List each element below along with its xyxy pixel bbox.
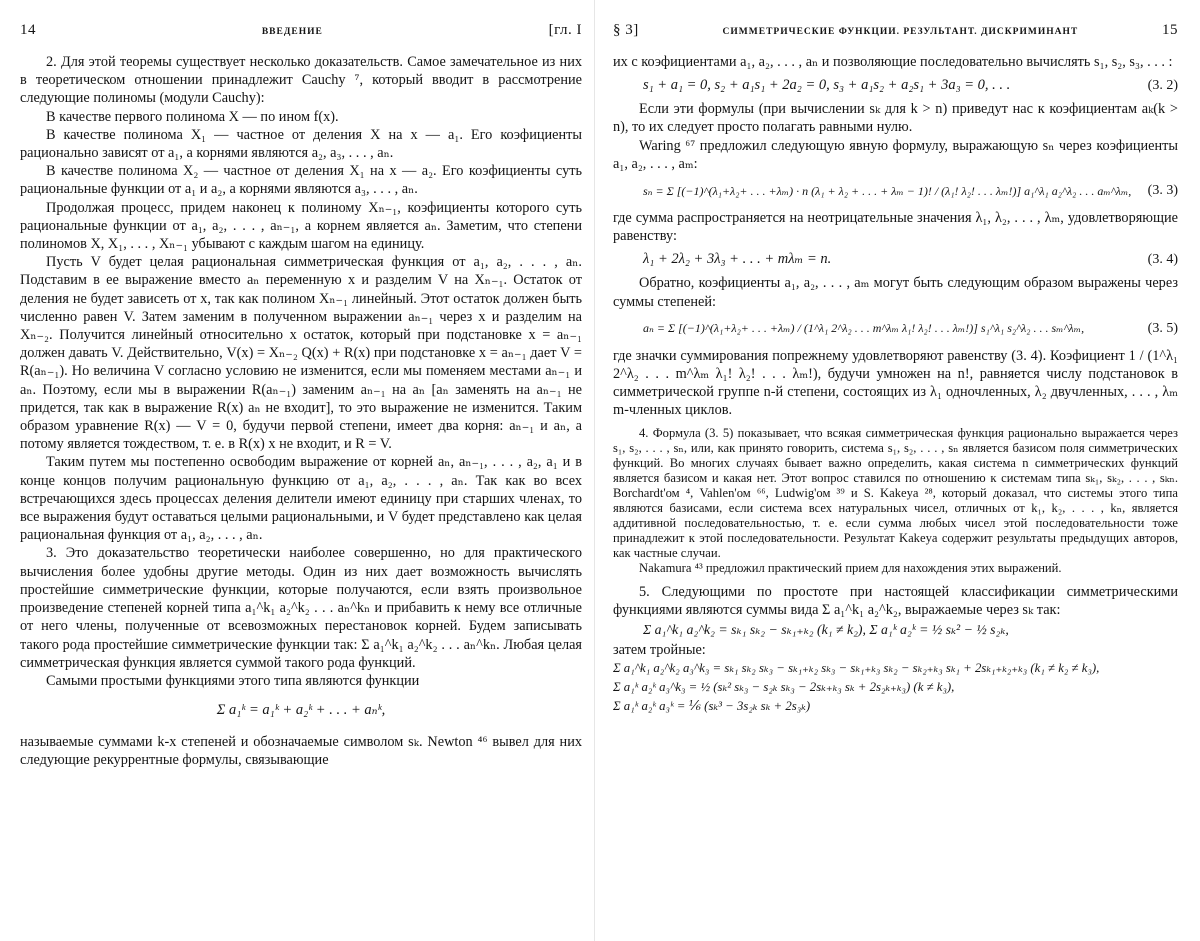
formula-body: aₙ = Σ [(−1)^(λ₁+λ₂+ . . . +λₘ) / (1^λ₁ 2^λ₂ . . . m^λₘ λ₁! λ₂! . . . λₘ!)] s₁^λ₁ s₂^λ₂ . . . sₘ^λₘ, [643, 321, 1085, 336]
formula-body: s₁ + a₁ = 0, s₂ + a₁s₁ + 2a₂ = 0, s₃ + a₁s₂ + a₂s₁ + 3a₃ = 0, . . . [643, 77, 1011, 94]
paragraph: Waring ⁶⁷ предложил следующую явную формулу, выражающую sₙ через коэфициенты a₁, a₂, . . . , aₘ: [613, 137, 1178, 172]
formula-3-2 [613, 77, 1178, 94]
paragraph: где значки суммирования попрежнему удовлетворяют равенству (3. 4). Коэфициент 1 / (1^λ₁ 2^λ₂ . . . m^λₘ λ₁! λ₂! . . . λₘ!), будучи умножен на n!, равняется числу подстановок в симметрической группе n-й степени, состоящих из λ₁ одночленных, λ₂ двучленных, . . . , λₘ m-членных циклов. [613, 347, 1178, 419]
equation-number: (3. 4) [1147, 251, 1178, 267]
formula-3-4 [613, 251, 1178, 268]
paragraph: Самыми простыми функциями этого типа являются функции [46, 672, 420, 689]
formula-triple-1: Σ a₁^k₁ a₂^k₂ a₃^k₃ = sₖ₁ sₖ₂ sₖ₃ − sₖ₁₊ₖ₂ sₖ₃ − sₖ₁₊ₖ₃ sₖ₂ − sₖ₂₊ₖ₃ sₖ₁ + 2sₖ₁₊ₖ₂₊ₖ₃ (k₁ ≠ k₂ ≠ k₃), [613, 661, 1100, 676]
paragraph: В качестве полинома X₂ — частное от деления X₁ на x — a₂. Его коэфициенты суть рациональные функции от a₁ и a₂, а корнями являются a₃, . . . , aₙ. [20, 163, 582, 198]
right-page-title: СИММЕТРИЧЕСКИЕ ФУНКЦИИ. РЕЗУЛЬТАНТ. ДИСКРИМИНАНТ [722, 27, 1079, 37]
formula-body: λ₁ + 2λ₂ + 3λ₃ + . . . + mλₘ = n. [643, 251, 832, 268]
paragraph-small: 4. Формула (3. 5) показывает, что всякая симметрическая функция рационально выражается через s₁, s₂, . . . , sₙ, или, как принято говорить, система s₁, s₂, . . . , sₙ является базисом поля симметрических функций. Во многих случаях бывает важно определить, какая система n симметрических функций является базисом и какая нет. Этот вопрос ставился по отношению к системам типа sₖ₁, sₖ₂, . . . , sₖₙ. Borchardt'ом ⁴, Vahlen'ом ⁶⁶, Ludwig'ом ³⁹ и S. Kakeya ²⁸, который доказал, что системы этого типа являются базисами, если система всех натуральных чисел, отличных от k₁, k₂, . . . , kₙ, является аддитивной последовательностью, т. е. если сумма любых чисел этой последовательности тоже принадлежит к этой последовательности. Результат Kakeya содержит результаты предыдущих авторов, как частные случаи. [613, 425, 1178, 561]
paragraph: Таким путем мы постепенно освободим выражение от корней aₙ, aₙ₋₁, . . . , a₂, a₁ и в конце концов получим рациональную функцию от a₁, a₂, . . . , aₙ. Так как во всех встречающихся здесь процессах деления делители имеют единицу при старших членах, то все выражения будут оставаться целыми рациональными, и V будет представлено как целая рациональная функция от a₁, a₂, . . . , aₙ. [20, 454, 582, 544]
paragraph: В качестве первого полинома X — по ином f(x). [46, 108, 339, 125]
formula-power-sum: Σ a₁ᵏ = a₁ᵏ + a₂ᵏ + . . . + aₙᵏ, [216, 702, 386, 719]
equation-number: (3. 5) [1147, 320, 1178, 336]
paragraph: Продолжая процесс, придем наконец к полиному Xₙ₋₁, коэфициенты которого суть рациональные функции от a₁, a₂, . . . , aₙ₋₁, а корнем является aₙ. Заметим, что степени полиномов X, X₁, . . . , Xₙ₋₁ убывают с каждым шагом на единицу. [20, 199, 582, 253]
formula-triple-2: Σ a₁ᵏ a₂ᵏ a₃^k₃ = ½ (sₖ² sₖ₃ − s₂ₖ sₖ₃ − 2sₖ₊ₖ₃ sₖ + 2s₂ₖ₊ₖ₃) (k ≠ k₃), [613, 680, 955, 695]
paragraph: 2. Для этой теоремы существует несколько доказательств. Самое замечательное из них в теоретическом отношении принадлежит Cauchy ⁷, который вводит в рассмотрение следующие полиномы (модули Cauchy): [20, 54, 582, 107]
paragraph: Пусть V будет целая рациональная симметрическая функция от a₁, a₂, . . . , aₙ. Подставим в ее выражение вместо aₙ переменную x и разделим V на Xₙ₋₁. Остаток от деления не будет зависеть от x, так как полином Xₙ₋₁ линейный. Этот остаток должен быть численно равен V. Затем заменим в полученном выражении aₙ₋₁ через x и разделим на Xₙ₋₂. Получится линейный относительно x остаток, который при подстановке x = aₙ₋₁ должен давать V. Действительно, V(x) = Xₙ₋₂ Q(x) + R(x) при подстановке x = aₙ₋₁ дает V = R(aₙ₋₁). Но величина V согласно условию не изменится, если мы поменяем местами aₙ₋₁ и aₙ. Поэтому, если мы в выражении R(aₙ₋₁) заменим aₙ₋₁ на aₙ [aₙ заменять на aₙ₋₁ не придется, так как в выражение R(x) aₙ не входит], то это выражение не изменится. Таким образом уравнение R(x) — V = 0, будучи первой степени, имеет два корня: aₙ₋₁ и aₙ, а потому является тождеством, т. е. в R(x) x не входит, и R = V. [20, 254, 582, 453]
left-page-number: 14 [20, 22, 36, 38]
paragraph: где сумма распространяется на неотрицательные значения λ₁, λ₂, . . . , λₘ, удовлетворяющие равенству: [613, 210, 1178, 245]
equation-number: (3. 2) [1147, 77, 1178, 93]
left-chapter-label: [гл. I [548, 22, 582, 38]
left-page [0, 0, 594, 941]
formula-pairs: Σ a₁^k₁ a₂^k₂ = sₖ₁ sₖ₂ − sₖ₁₊ₖ₂ (k₁ ≠ k₂), Σ a₁ᵏ a₂ᵏ = ½ sₖ² − ½ s₂ₖ, [643, 621, 1009, 637]
right-page [594, 0, 1200, 941]
paragraph: В качестве полинома X₁ — частное от деления X на x — a₁. Его коэфициенты рационально зависят от a₁, а корнями являются a₂, a₃, . . . , aₙ. [20, 126, 582, 162]
formula-3-5 [613, 317, 1178, 341]
right-section-label: § 3] [613, 22, 639, 38]
paragraph: их с коэфициентами a₁, a₂, . . . , aₙ и позволяющие последовательно вычислять s₁, s₂, s₃, . . . : [613, 54, 1173, 70]
paragraph: затем тройные: [613, 641, 706, 658]
formula-triple-3: Σ a₁ᵏ a₂ᵏ a₃ᵏ = ⅙ (sₖ³ − 3s₂ₖ sₖ + 2s₃ₖ) [613, 699, 811, 714]
left-page-title: ВВЕДЕНИЕ [261, 27, 323, 37]
formula-body: sₙ = Σ [(−1)^(λ₁+λ₂+ . . . +λₘ) · n (λ₁ + λ₂ + . . . + λₘ − 1)! / (λ₁! λ₂! . . . λₘ!)] a₁^λ₁ a₂^λ₂ . . . aₘ^λₘ, [643, 183, 1132, 198]
paragraph: 5. Следующими по простоте при настоящей классификации симметрическими функциями являются суммы вида Σ a₁^k₁ a₂^k₂, выражаемые через sₖ так: [613, 583, 1178, 618]
formula-3-3 [613, 179, 1178, 203]
paragraph: 3. Это доказательство теоретически наиболее совершенно, но для практического вычисления более удобны другие методы. Один из них дает возможность вычислять простейшие симметрические функции, которые получаются, если взять произвольное произведение степеней корней типа a₁^k₁ a₂^k₂ . . . aₙ^kₙ и прибавить к нему все отличные от него члены, полученные от всевозможных перестановок корней. Будем записывать такого рода простейшие симметрические функции так: Σ a₁^k₁ a₂^k₂ . . . aₙ^kₙ. Любая целая симметрическая функция является суммой такого рода функций. [20, 545, 582, 671]
equation-number: (3. 3) [1147, 183, 1178, 199]
left-running-head [20, 22, 582, 39]
paragraph: Если эти формулы (при вычислении sₖ для k > n) приведут нас к коэфициентам aₖ(k > n), то их следует просто полагать равными нулю. [613, 101, 1178, 136]
paragraph: Обратно, коэфициенты a₁, a₂, . . . , aₘ могут быть следующим образом выражены через суммы степеней: [613, 275, 1178, 310]
paragraph: называемые суммами k-х степеней и обозначаемые символом sₖ. Newton ⁴⁶ вывел для них следующие рекуррентные формулы, связывающие [20, 734, 582, 769]
right-page-number: 15 [1162, 22, 1178, 38]
paragraph-small: Nakamura ⁴³ предложил практический прием для нахождения этих выражений. [639, 561, 1062, 576]
right-running-head [613, 22, 1178, 39]
